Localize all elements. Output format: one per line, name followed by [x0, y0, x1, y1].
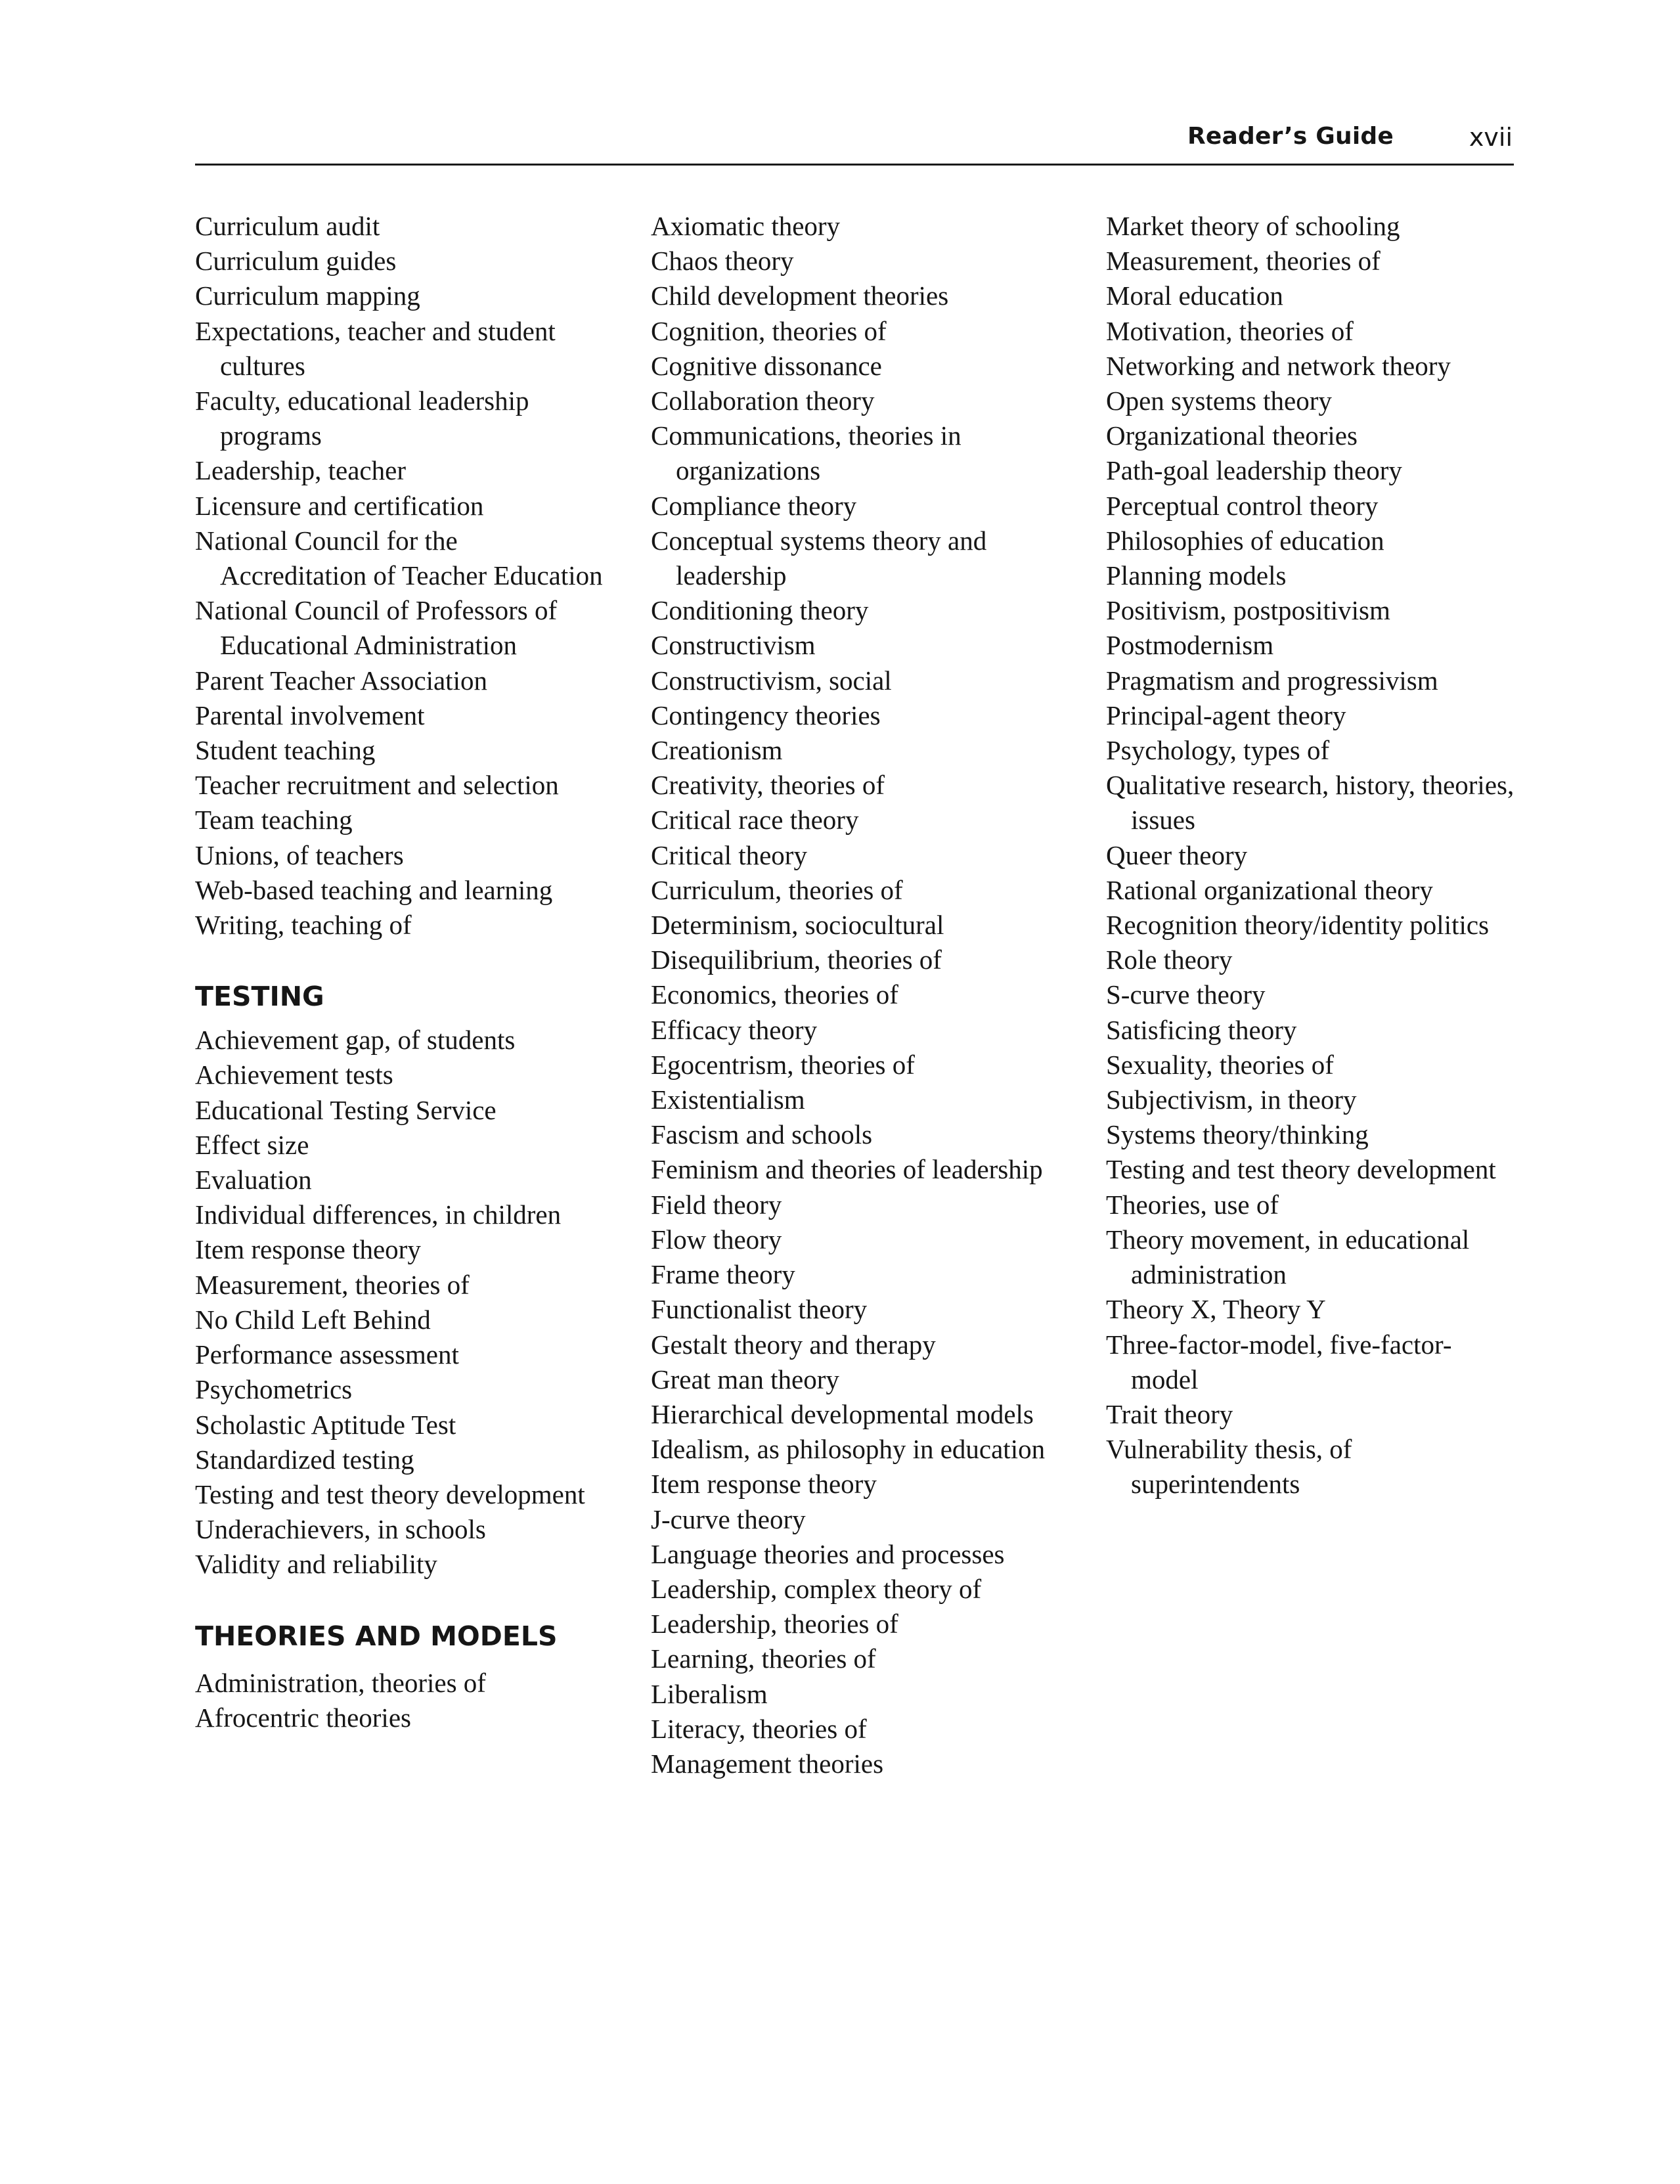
guide-entry: Networking and network theory: [1106, 350, 1451, 381]
guide-entry: Vulnerability thesis, of: [1106, 1434, 1352, 1465]
guide-entry: Queer theory: [1106, 839, 1248, 870]
guide-entry: Afrocentric theories: [195, 1702, 411, 1733]
guide-entry: Constructivism: [651, 630, 816, 661]
guide-entry: Literacy, theories of: [651, 1713, 867, 1744]
guide-entry: S-curve theory: [1106, 979, 1266, 1010]
guide-entry: Open systems theory: [1106, 386, 1332, 416]
guide-entry: Compliance theory: [651, 490, 857, 521]
guide-entry: Positivism, postpositivism: [1106, 595, 1390, 626]
guide-entry: Critical race theory: [651, 805, 859, 836]
guide-entry: Path-goal leadership theory: [1106, 455, 1402, 486]
guide-entry: Curriculum audit: [195, 211, 380, 241]
guide-entry: Measurement, theories of: [195, 1269, 470, 1300]
guide-entry: Planning models: [1106, 560, 1287, 591]
guide-entry: Recognition theory/identity politics: [1106, 910, 1490, 941]
guide-entry: Principal-agent theory: [1106, 700, 1346, 730]
column-1: [195, 209, 635, 1735]
guide-entry: National Council for the: [195, 525, 458, 556]
guide-entry: Parent Teacher Association: [195, 665, 487, 696]
guide-entry: Collaboration theory: [651, 386, 875, 416]
guide-entry: Economics, theories of: [651, 979, 898, 1010]
guide-entry: Testing and test theory development: [1106, 1154, 1496, 1185]
guide-entry-continuation: cultures: [220, 350, 305, 381]
guide-entry: Item response theory: [195, 1234, 421, 1265]
guide-entry: Sexuality, theories of: [1106, 1049, 1334, 1080]
guide-entry: Communications, theories in: [651, 420, 962, 451]
guide-entry: Hierarchical developmental models: [651, 1398, 1034, 1429]
guide-entry: Chaos theory: [651, 246, 794, 277]
guide-entry: Evaluation: [195, 1165, 312, 1195]
guide-entry: Student teaching: [195, 735, 376, 766]
guide-entry: Gestalt theory and therapy: [651, 1329, 936, 1360]
guide-entry: Conditioning theory: [651, 595, 869, 626]
guide-entry: Psychology, types of: [1106, 735, 1330, 766]
section-heading-theories-and-models: THEORIES AND MODELS: [195, 1620, 558, 1652]
guide-entry: Functionalist theory: [651, 1294, 868, 1325]
theories-entries-list: [195, 1666, 635, 1735]
guide-entry: Administration, theories of: [195, 1667, 486, 1698]
guide-entry: Critical theory: [651, 839, 807, 870]
guide-entry: Qualitative research, history, theories,: [1106, 770, 1514, 801]
guide-entry: Satisficing theory: [1106, 1014, 1297, 1045]
running-header: [195, 122, 1514, 166]
guide-entry: Curriculum, theories of: [651, 874, 903, 905]
guide-entry: Theories, use of: [1106, 1189, 1279, 1220]
guide-entry: Role theory: [1106, 945, 1233, 975]
guide-entry: Perceptual control theory: [1106, 490, 1379, 521]
guide-entry: Licensure and certification: [195, 490, 484, 521]
guide-entry: Validity and reliability: [195, 1549, 437, 1580]
guide-entry: Disequilibrium, theories of: [651, 945, 942, 975]
guide-entry: Cognition, theories of: [651, 315, 887, 346]
guide-entry-continuation: superintendents: [1131, 1469, 1300, 1500]
guide-entry: Measurement, theories of: [1106, 246, 1381, 277]
guide-entry: Subjectivism, in theory: [1106, 1084, 1357, 1115]
section-heading-testing: TESTING: [195, 981, 324, 1013]
guide-entry: Achievement gap, of students: [195, 1025, 516, 1056]
guide-entry: Great man theory: [651, 1364, 839, 1394]
guide-entry: Feminism and theories of leadership: [651, 1154, 1043, 1185]
guide-entry: Testing and test theory development: [195, 1479, 585, 1509]
guide-entry: Effect size: [195, 1129, 309, 1160]
guide-entry: Field theory: [651, 1189, 782, 1220]
guide-entry-continuation: Educational Administration: [220, 630, 518, 661]
guide-entry: Educational Testing Service: [195, 1094, 497, 1125]
guide-entry: Learning, theories of: [651, 1643, 876, 1674]
guide-entry-continuation: programs: [220, 420, 322, 451]
guide-entry: Item response theory: [651, 1469, 877, 1500]
guide-entry: Trait theory: [1106, 1398, 1233, 1429]
guide-entry: No Child Left Behind: [195, 1304, 431, 1335]
guide-entry: Flow theory: [651, 1224, 782, 1255]
curriculum-entries-list: [195, 209, 635, 943]
guide-entry: Achievement tests: [195, 1059, 393, 1090]
guide-entry: Idealism, as philosophy in education: [651, 1434, 1046, 1465]
running-header-title: Reader’s Guide: [1187, 123, 1394, 150]
guide-entry: Theory movement, in educational: [1106, 1224, 1470, 1255]
guide-entry-continuation: leadership: [676, 560, 787, 591]
guide-entry: Team teaching: [195, 805, 353, 836]
guide-entry: Management theories: [651, 1748, 884, 1779]
guide-entry: Motivation, theories of: [1106, 315, 1354, 346]
guide-entry: Systems theory/thinking: [1106, 1119, 1369, 1150]
column-3: [1106, 209, 1526, 1502]
guide-entry: Efficacy theory: [651, 1014, 818, 1045]
guide-entry-continuation: issues: [1131, 805, 1195, 836]
guide-entry: Leadership, theories of: [651, 1609, 898, 1639]
guide-entry: Contingency theories: [651, 700, 881, 730]
guide-entry: Underachievers, in schools: [195, 1514, 486, 1545]
guide-entry: Performance assessment: [195, 1339, 459, 1370]
guide-entry: J-curve theory: [651, 1504, 806, 1534]
guide-entry: Child development theories: [651, 280, 949, 311]
testing-entries-list: [195, 1023, 635, 1582]
guide-entry: National Council of Professors of: [195, 595, 558, 626]
guide-entry: Conceptual systems theory and: [651, 525, 987, 556]
guide-entry: Parental involvement: [195, 700, 425, 730]
guide-entry: Existentialism: [651, 1084, 805, 1115]
guide-entry: Language theories and processes: [651, 1538, 1005, 1569]
column-2: [651, 209, 1097, 1781]
guide-entry: Expectations, teacher and student: [195, 315, 556, 346]
guide-entry: Standardized testing: [195, 1444, 414, 1475]
guide-entry: Moral education: [1106, 280, 1283, 311]
guide-entry: Cognitive dissonance: [651, 350, 882, 381]
guide-entry: Determinism, sociocultural: [651, 910, 944, 941]
guide-entry-continuation: administration: [1131, 1259, 1287, 1290]
page-number: xvii: [1469, 123, 1513, 152]
guide-entry: Scholastic Aptitude Test: [195, 1409, 456, 1440]
guide-entry: Fascism and schools: [651, 1119, 873, 1150]
guide-entry: Curriculum guides: [195, 246, 397, 277]
guide-entry: Egocentrism, theories of: [651, 1049, 915, 1080]
guide-entry-continuation: model: [1131, 1364, 1199, 1394]
guide-entry: Writing, teaching of: [195, 910, 412, 941]
theories-entries-list-continued-2: [1106, 209, 1526, 1502]
guide-entry: Constructivism, social: [651, 665, 892, 696]
guide-entry-continuation: Accreditation of Teacher Education: [220, 560, 603, 591]
guide-entry: Unions, of teachers: [195, 839, 404, 870]
theories-entries-list-continued: [651, 209, 1097, 1781]
guide-entry: Theory X, Theory Y: [1106, 1294, 1326, 1325]
guide-entry: Pragmatism and progressivism: [1106, 665, 1438, 696]
guide-entry: Postmodernism: [1106, 630, 1274, 661]
guide-entry: Three-factor-model, five-factor-: [1106, 1329, 1452, 1360]
guide-entry: Frame theory: [651, 1259, 795, 1290]
guide-entry-continuation: organizations: [676, 455, 821, 486]
guide-entry: Leadership, teacher: [195, 455, 406, 486]
guide-entry: Organizational theories: [1106, 420, 1358, 451]
guide-entry: Teacher recruitment and selection: [195, 770, 559, 801]
guide-entry: Creativity, theories of: [651, 770, 885, 801]
guide-entry: Creationism: [651, 735, 783, 766]
guide-entry: Philosophies of education: [1106, 525, 1384, 556]
guide-entry: Curriculum mapping: [195, 280, 420, 311]
guide-entry: Market theory of schooling: [1106, 211, 1400, 241]
guide-entry: Faculty, educational leadership: [195, 386, 529, 416]
guide-entry: Liberalism: [651, 1678, 768, 1709]
guide-entry: Web-based teaching and learning: [195, 874, 553, 905]
guide-entry: Rational organizational theory: [1106, 874, 1433, 905]
guide-entry: Leadership, complex theory of: [651, 1573, 982, 1604]
guide-entry: Psychometrics: [195, 1374, 353, 1405]
guide-entry: Individual differences, in children: [195, 1199, 562, 1230]
guide-entry: Axiomatic theory: [651, 211, 841, 241]
